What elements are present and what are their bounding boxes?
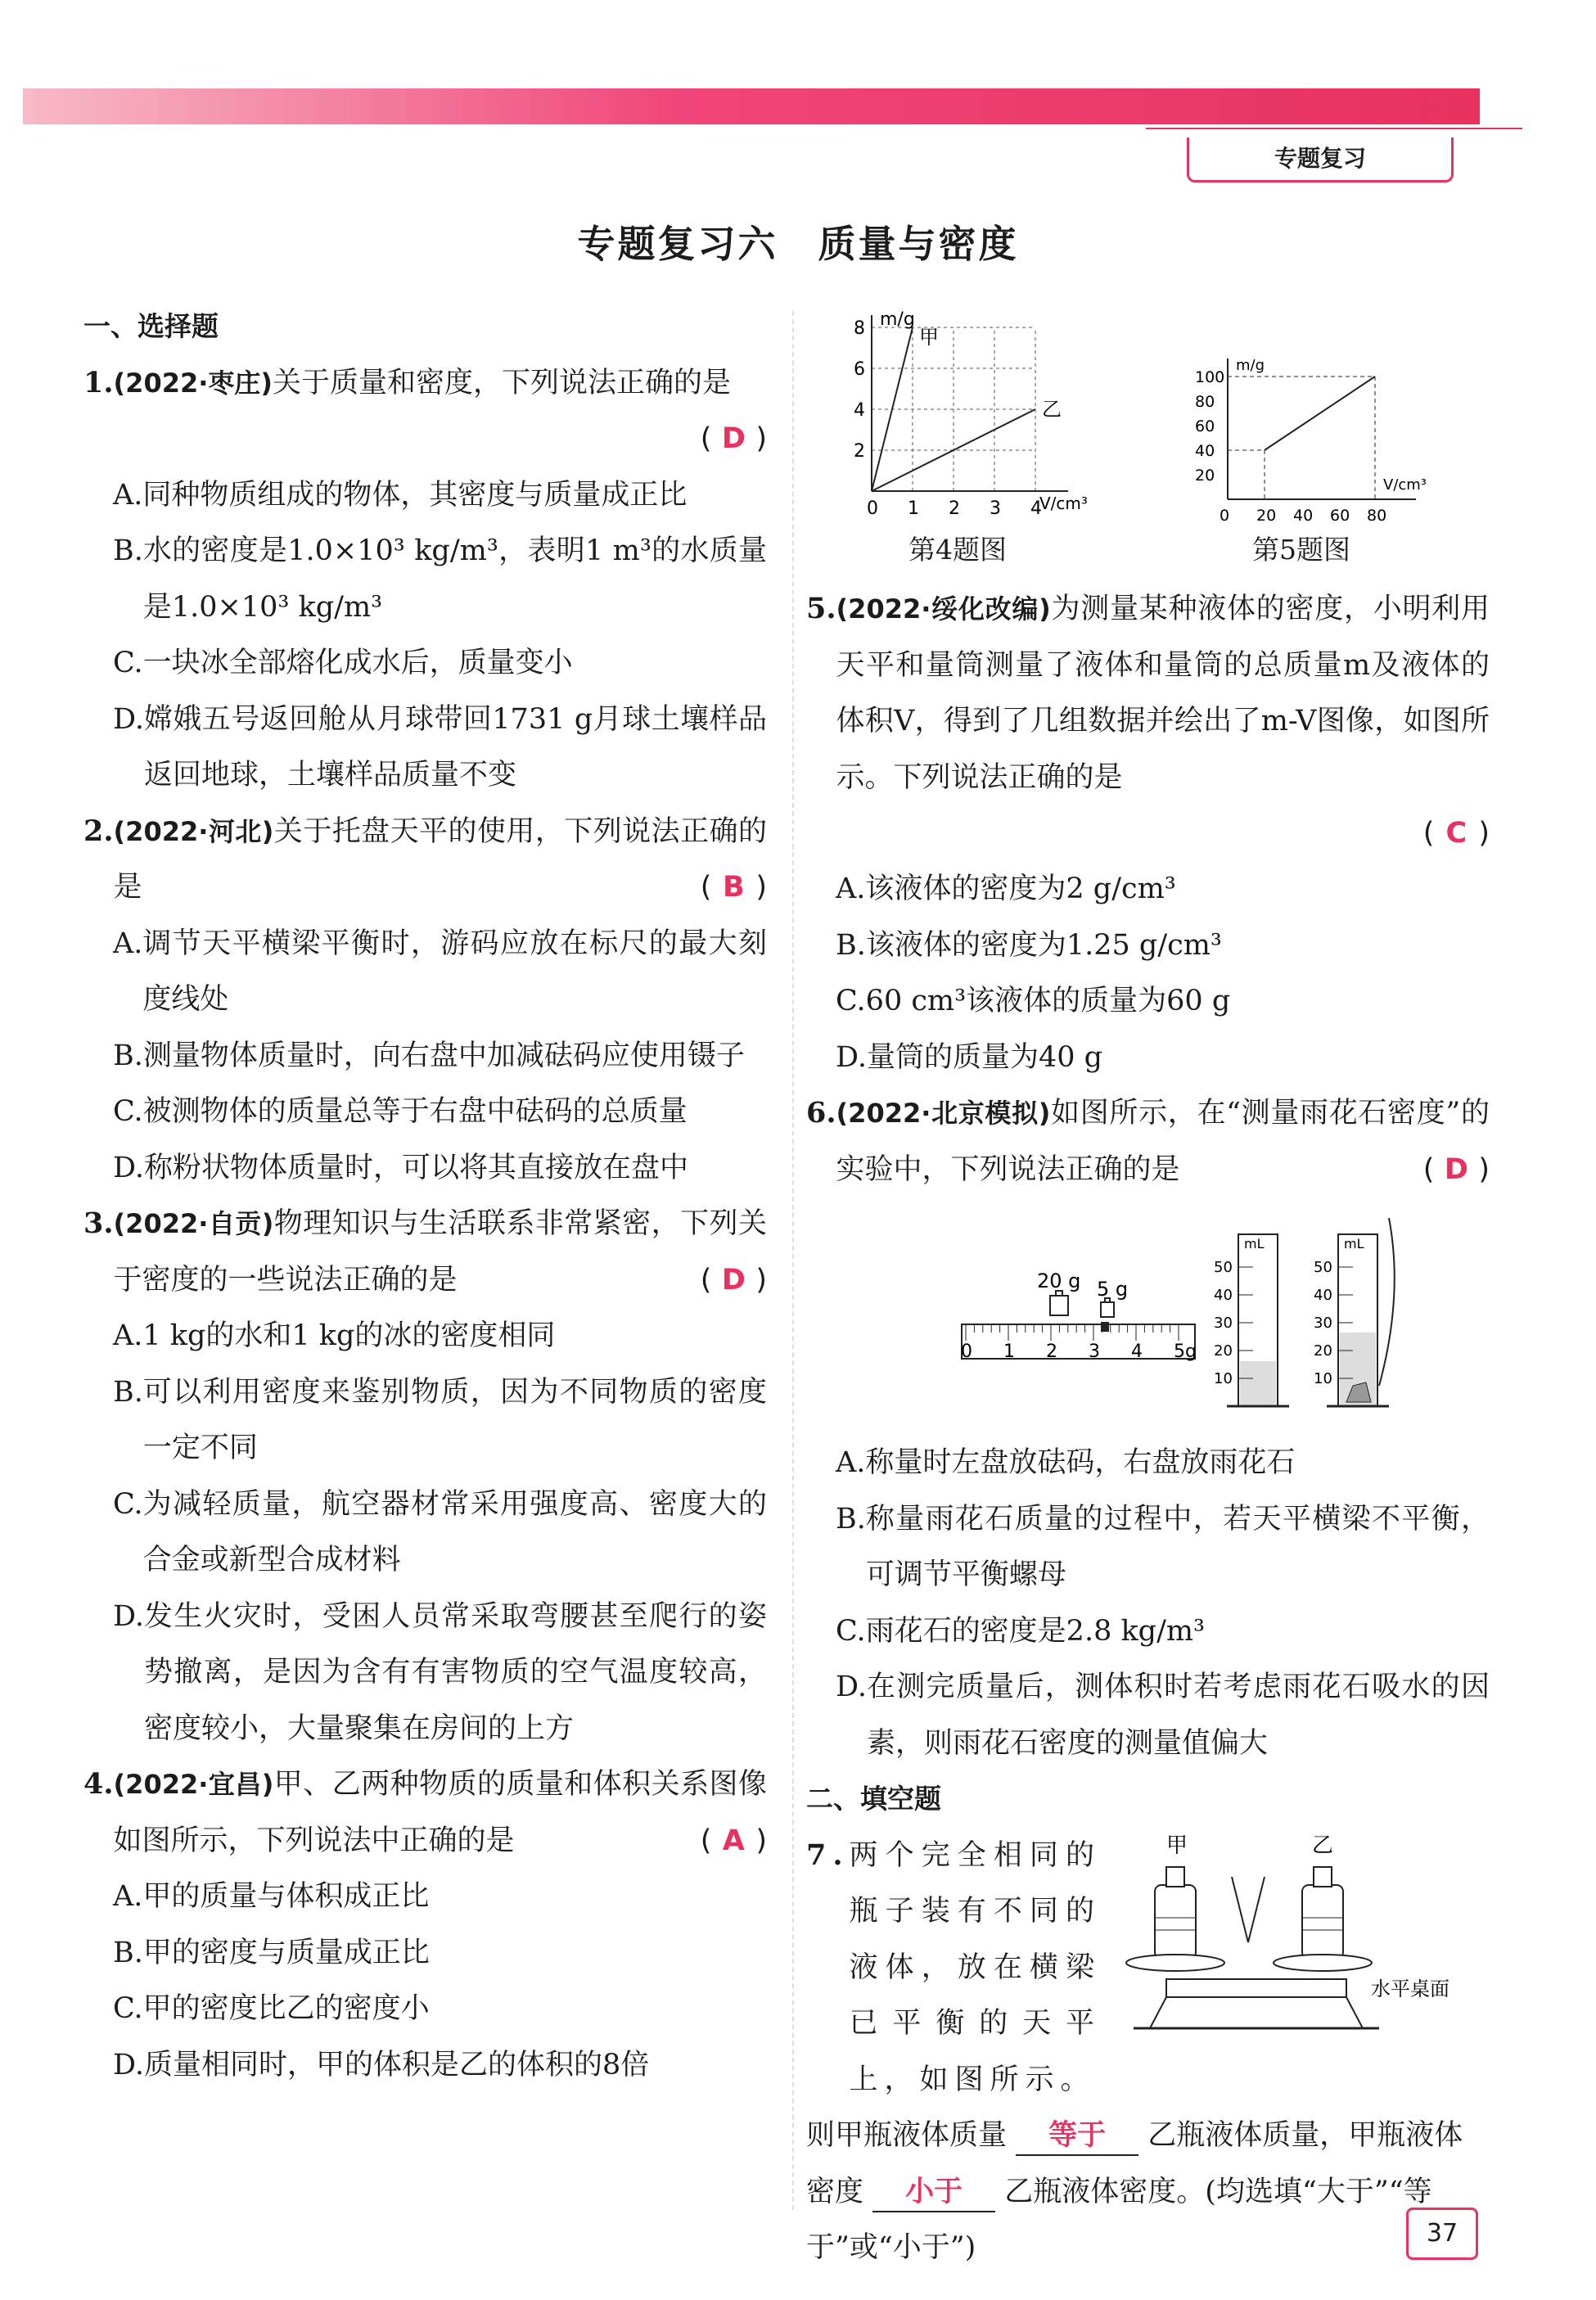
question-stem: 甲、乙两种物质的质量和体积关系图像如图所示，下列说法中正确的是 [113,1768,767,1857]
option-d [83,1589,767,1757]
option-text: 甲的密度与质量成正比 [142,1936,430,1969]
y-tick-label: 80 [1195,393,1215,411]
option-label: A. [836,873,866,905]
option-text: 同种物质组成的物体，其密度与质量成正比 [142,478,688,512]
fill-answer-2: 小于 [872,2173,995,2212]
option-label: C. [113,1487,143,1521]
question-number: 7. [806,1838,850,1872]
series-line [1265,377,1375,450]
measuring-cylinder-1 [1214,1234,1289,1406]
answer-value: A [722,1824,745,1857]
answer-box: ( D ) [701,1252,767,1309]
option-a [806,1435,1490,1491]
question-stem: 物理知识与生活联系非常紧密，下列关于密度的一些说法正确的是 [113,1207,767,1297]
question-number: 3. [83,1206,114,1240]
option-label: C. [113,1095,143,1128]
right-pan [1274,1955,1372,1971]
x-tick-label: 0 [1220,507,1230,524]
y-axis-label: m/g [880,309,915,330]
weight-5g-label: 5 g [1097,1278,1129,1301]
cylinder-unit: mL [1244,1236,1265,1251]
cylinder-tick-label: 20 [1214,1342,1233,1360]
question-source: (2022·北京模拟) [836,1098,1051,1129]
answer-box: ( C ) [806,805,1490,861]
option-label: D. [113,1151,144,1184]
option-text: 甲的质量与体积成正比 [142,1880,430,1913]
option-label: A. [113,927,143,960]
option-label: C. [836,985,866,1017]
question-source: (2022·枣庄) [113,367,273,399]
x-axis-label: V/cm³ [1039,494,1088,513]
option-label: B. [113,1039,143,1072]
option-a [83,916,767,1028]
ruler-label: 3 [1089,1342,1100,1362]
ruler-label: 2 [1046,1342,1057,1362]
option-label: D. [113,1599,144,1633]
option-d [806,1030,1490,1086]
section-tag: 专题复习 [1187,138,1454,183]
option-text: 调节天平横梁平衡时，游码应放在标尺的最大刻度线处 [142,927,767,1016]
x-tick-label: 1 [908,498,919,519]
option-b [83,1028,767,1085]
figure-4-chart [835,307,1105,524]
option-b [806,918,1490,974]
option-label: A. [836,1446,866,1479]
cylinder-tick-label: 10 [1214,1370,1233,1387]
rider-scale [962,1324,1195,1359]
measuring-cylinder-2 [1314,1218,1395,1406]
option-label: D. [113,2048,144,2081]
x-tick-label: 0 [867,498,878,519]
cylinder-tick-label: 40 [1314,1287,1332,1304]
option-b [806,1491,1490,1603]
option-label: C. [113,1992,143,2025]
fill-text: 乙瓶液体质量，甲瓶液体密度 [806,2119,1463,2208]
question-source: (2022·河北) [113,815,274,847]
option-text: 雨花石的密度是2.8 kg/m³ [865,1614,1206,1648]
series-label-yi: 乙 [1042,398,1062,421]
cylinder-tick-label: 40 [1214,1287,1233,1304]
option-text: 甲的密度比乙的密度小 [142,1992,430,2025]
option-b [83,523,767,635]
option-label: A. [113,1319,143,1352]
option-c [83,635,767,692]
figure-6 [806,1197,1490,1435]
option-text: 测量物体质量时，向右盘中加减砝码应使用镊子 [142,1039,745,1072]
option-text: 量筒的质量为40 g [866,1040,1103,1074]
option-label: C. [836,1614,866,1648]
balance-base [1150,1997,1363,2028]
question-number: 6. [806,1096,836,1130]
y-tick-label: 8 [854,318,865,339]
y-tick-label: 40 [1195,442,1215,460]
figure-5-chart [1179,352,1457,524]
option-text: 被测物体的质量总等于右盘中砝码的总质量 [142,1095,688,1128]
ruler-label: 5g [1174,1342,1197,1362]
answer-box: ( D ) [701,411,767,467]
option-b [83,1364,767,1477]
option-c [83,1084,767,1140]
ruler-label: 0 [961,1342,972,1362]
question-1 [83,355,767,467]
y-tick-label: 100 [1195,368,1225,386]
option-c [83,1477,767,1589]
answer-box: ( D ) [1423,1142,1490,1198]
cylinder-tick-label: 10 [1314,1370,1332,1387]
x-tick-label: 3 [990,498,1001,519]
option-a [83,467,767,524]
answer-value: C [1445,817,1468,850]
fill-text: 乙瓶液体密度。(均选填“大于”“等于”或“小于”) [806,2175,1432,2264]
option-text: 称量雨花石质量的过程中，若天平横梁不平衡，可调节平衡螺母 [865,1502,1490,1591]
cylinder-tick-label: 30 [1314,1315,1332,1332]
x-tick-label: 40 [1293,507,1314,524]
option-label: B. [113,1936,143,1969]
weight-5g-icon [1101,1302,1114,1317]
header-banner [23,83,1480,128]
option-text: 为减轻质量，航空器材常采用强度高、密度大的合金或新型合成材料 [142,1487,767,1576]
balance-scale-figure [806,1197,1490,1435]
cylinder-tick-label: 20 [1314,1342,1332,1360]
bottle-yi-icon [1302,1867,1343,1959]
option-d [806,1659,1490,1771]
ruler-label: 1 [1003,1342,1015,1362]
option-d [83,1140,767,1197]
option-label: A. [113,478,143,512]
question-3 [83,1196,767,1308]
question-stem: 关于托盘天平的使用，下列说法正确的是 [113,814,767,904]
option-c [83,1981,767,2037]
answer-box: ( A ) [701,1813,767,1869]
label-jia: 甲 [1166,1833,1188,1858]
left-column [83,299,767,2093]
figure-5-caption: 第5题图 [1252,534,1350,566]
option-label: D. [836,1040,867,1074]
weight-20g-label: 20 g [1037,1270,1081,1292]
option-d [83,692,767,804]
label-yi: 乙 [1312,1833,1334,1858]
fill-answer-1: 等于 [1016,2117,1138,2156]
option-text: 可以利用密度来鉴别物质，因为不同物质的密度一定不同 [142,1375,767,1464]
option-text: 在测完质量后，测体积时若考虑雨花石吸水的因素，则雨花石密度的测量值偏大 [866,1671,1490,1760]
option-text: 嫦娥五号返回舱从月球带回1731 g月球土壤样品返回地球，土壤样品质量不变 [143,702,767,791]
figure-4-caption: 第4题图 [908,534,1007,566]
ruler-label: 4 [1131,1342,1143,1362]
question-source: (2022·自贡) [113,1208,274,1239]
option-c [806,1603,1490,1660]
question-6 [806,1085,1490,1197]
question-number: 2. [83,814,114,848]
cylinder-tick-label: 50 [1314,1259,1332,1276]
question-stem: 如图所示，在“测量雨花石密度”的实验中，下列说法正确的是 [836,1097,1490,1186]
bottle-jia-icon [1155,1867,1196,1959]
option-label: B. [836,1502,866,1536]
section-heading-fill: 二、填空题 [806,1783,941,1815]
question-4 [83,1757,767,1869]
answer-value: B [723,871,745,904]
y-tick-label: 4 [854,400,865,421]
y-tick-label: 20 [1195,467,1215,485]
option-label: D. [113,702,144,736]
y-tick-label: 6 [854,359,865,380]
x-axis-label: V/cm³ [1383,476,1427,494]
option-label: A. [113,1880,143,1913]
option-label: B. [113,1375,143,1409]
answer-value: D [721,422,746,455]
answer-value: D [1444,1152,1468,1186]
series-label-jia: 甲 [919,326,939,349]
option-text: 称粉状物体质量时，可以将其直接放在盘中 [143,1151,688,1184]
question-2 [83,804,767,916]
option-label: B. [113,534,143,567]
option-text: 60 cm³该液体的质量为60 g [865,985,1231,1017]
y-tick-label: 2 [854,441,865,462]
fill-text: 则甲瓶液体质量 [806,2119,1008,2152]
weight-20g-icon [1050,1296,1068,1315]
right-column [806,581,1490,2276]
rider [1101,1322,1109,1332]
question-stem: 两个完全相同的瓶子装有不同的液体，放在横梁已平衡的天平上，如图所示。 [849,1838,1101,2096]
cylinder-unit: mL [1344,1236,1364,1251]
x-tick-label: 20 [1256,507,1277,524]
option-a [83,1308,767,1364]
x-tick-label: 4 [1030,498,1042,519]
option-text: 一块冰全部熔化成水后，质量变小 [142,647,573,679]
x-tick-label: 60 [1330,507,1350,524]
option-label: D. [836,1671,867,1703]
answer-value: D [721,1263,746,1297]
option-label: B. [836,928,866,962]
pointer-dial [1232,1877,1265,1942]
question-stem: 关于质量和密度，下列说法正确的是 [273,366,732,399]
question-5 [806,581,1490,805]
question-number: 1. [83,365,114,399]
balance-with-bottles-figure [1125,1828,1486,2041]
answer-box: ( B ) [701,859,767,916]
question-7-fill [806,2108,1490,2276]
left-pan [1126,1955,1224,1971]
page-number: 37 [1406,2208,1478,2260]
y-tick-label: 60 [1195,417,1215,435]
question-number: 5. [806,592,836,625]
option-text: 1 kg的水和1 kg的冰的密度相同 [142,1319,556,1352]
option-b [83,1925,767,1982]
option-a [83,1869,767,1925]
x-tick-label: 2 [949,498,960,519]
option-label: C. [113,647,143,679]
option-a [806,861,1490,918]
chevron-right-icon: ››› [1416,83,1463,128]
option-text: 该液体的密度为2 g/cm³ [865,873,1176,905]
option-d [83,2037,767,2094]
question-number: 4. [83,1767,114,1801]
option-text: 该液体的密度为1.25 g/cm³ [865,928,1222,962]
question-source: (2022·绥化改编) [836,593,1051,625]
x-tick-label: 80 [1367,507,1387,524]
question-stem: 为测量某种液体的密度，小明利用天平和量筒测量了液体和量筒的总质量m及液体的体积V，得到了几组数据并绘出了m-V图像，如图所示。下列说法正确的是 [836,593,1490,794]
beam [1166,1979,1346,1997]
section-heading-choice: 一、选择题 [83,310,219,342]
question-source: (2022·宜昌) [113,1769,274,1800]
option-text: 发生火灾时，受困人员常采取弯腰甚至爬行的姿势撤离，是因为含有有害物质的空气温度较高，密度较小，大量聚集在房间的上方 [143,1599,767,1745]
cylinder-tick-label: 30 [1214,1315,1233,1332]
cylinder-tick-label: 50 [1214,1259,1233,1276]
option-text: 称量时左盘放砝码，右盘放雨花石 [865,1446,1296,1479]
y-axis-label: m/g [1236,357,1265,374]
option-text: 水的密度是1.0×10³ kg/m³，表明1 m³的水质量是1.0×10³ kg/m³ [142,534,767,624]
header-rule [1146,128,1522,129]
page-title: 专题复习六 质量与密度 [577,222,1019,266]
question-7 [806,1828,1490,2108]
option-c [806,973,1490,1030]
desk-label: 水平桌面 [1371,1977,1449,2000]
column-divider [792,311,796,2210]
option-text: 质量相同时，甲的体积是乙的体积的8倍 [143,2048,650,2081]
